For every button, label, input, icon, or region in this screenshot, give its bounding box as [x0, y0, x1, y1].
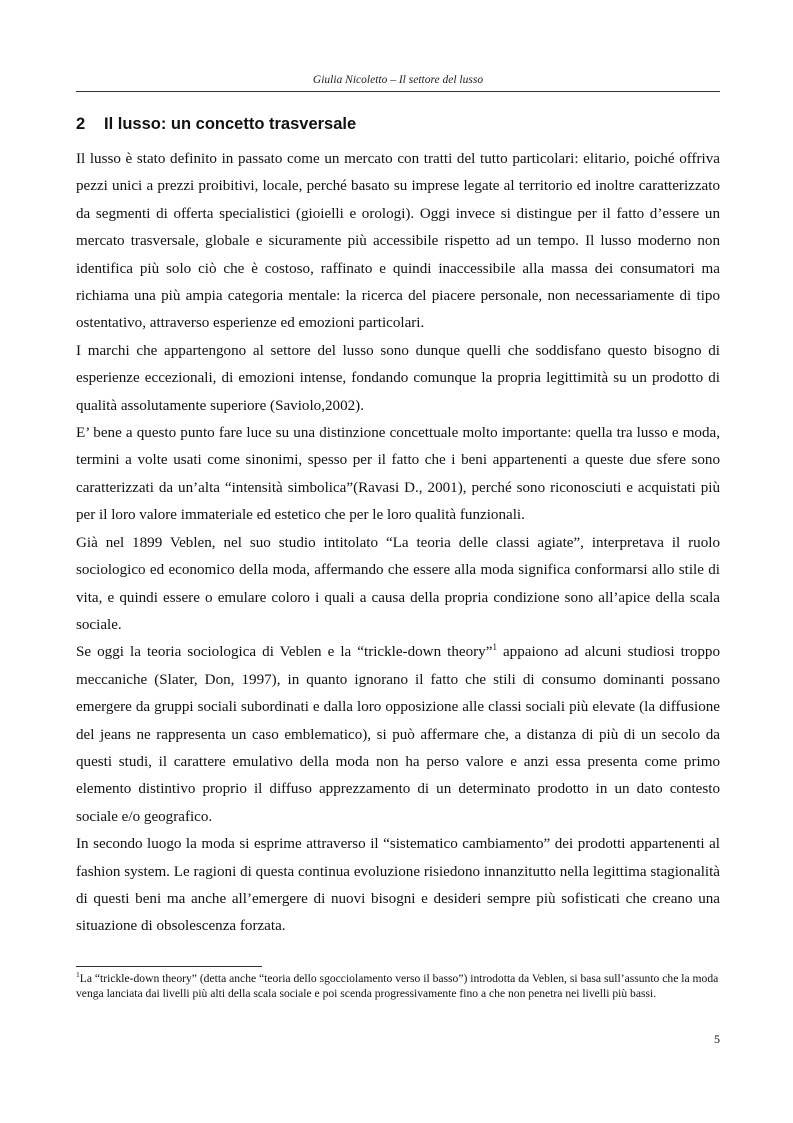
paragraph: I marchi che appartengono al settore del lusso sono dunque quelli che soddisfano questo bisogno di esperienze eccezionali, di emozioni intense, fondando comunque la propria legittimità su un prodotto di qualità assolutamente superiore (Saviolo,2002). [76, 342, 720, 414]
footnote-text: La “trickle-down theory” (detta anche “teoria dello sgocciolamento verso il basso”) introdotta da Veblen, si basa sull’assunto che la moda venga lanciata dai livelli più alti della scala sociale e poi scenda progressivamente fino a che non penetra nei livelli più bassi. [76, 972, 719, 1001]
paragraph: Il lusso è stato definito in passato come un mercato con tratti del tutto particolari: elitario, poiché offriva pezzi unici a prezzi proibitivi, locale, perché basato su imprese legate al territorio ed inoltre caratterizzato da segmenti di offerta specialistici (gioielli e orologi). Oggi invece si distingue per il fatto d’essere un mercato trasversale, globale e sicuramente più accessibile rispetto ad un tempo. Il lusso moderno non identifica più solo ciò che è costoso, raffinato e quindi inaccessibile alla massa dei consumatori ma richiama una più ampia categoria mentale: la ricerca del piacere personale, non necessariamente di tipo ostentativo, attraverso esperienze ed emozioni particolari. [76, 151, 720, 332]
footnote-rule [76, 966, 262, 967]
header-rule [76, 91, 720, 92]
footnote [76, 971, 720, 1002]
paragraph [76, 639, 720, 831]
paragraph-text: appaiono ad alcuni studiosi troppo meccaniche (Slater, Don, 1997), in quanto ignorano il fatto che stili di consumo dominanti possano emergere da gruppi sociali subordinati e dalla loro opposizione alle classi sociali più elevate (la diffusione del jeans ne rappresenta un caso emblematico), si può affermare che, a distanza di più di un secolo da questi studi, il carattere emulativo della moda non ha perso valore e anzi essa presenta come primo elemento distintivo proprio il diffuso apprezzamento di un determinato prodotto in un dato contesto sociale e/o geografico. [76, 644, 720, 825]
paragraph: Già nel 1899 Veblen, nel suo studio intitolato “La teoria delle classi agiate”, interpretava il ruolo sociologico ed economico della moda, affermando che essere alla moda significa conformarsi allo stile di vita, e quindi essere o emulare coloro i quali a causa della propria condizione sono all’apice della scala sociale. [76, 534, 720, 633]
section-number: 2 [76, 115, 86, 133]
paragraph: In secondo luogo la moda si esprime attraverso il “sistematico cambiamento” dei prodotti appartenenti al fashion system. Le ragioni di questa continua evoluzione risiedono innanzitutto nella legittima stagionalità di questi beni ma anche all’emergere di nuovi bisogni e desideri sempre più sofisticati che creano una situazione di obsolescenza forzata. [76, 836, 720, 935]
footnote-marker: 1 [76, 970, 80, 980]
body-text [76, 146, 720, 941]
paragraph: E’ bene a questo punto fare luce su una distinzione concettuale molto importante: quella tra lusso e moda, termini a volte usati come sinonimi, spesso per il fatto che i beni appartenenti a queste due sfere sono caratterizzati da un’alta “intensità simbolica”(Ravasi D., 2001), perché sono riconosciuti e acquistati più per il loro valore immateriale ed estetico che per le loro qualità funzionali. [76, 425, 720, 524]
footnote-reference[interactable]: 1 [492, 642, 497, 653]
paragraph-text: Se oggi la teoria sociologica di Veblen e la “trickle-down theory” [76, 644, 493, 661]
running-header: Giulia Nicoletto – Il settore del lusso [312, 74, 484, 86]
section-heading [76, 115, 720, 134]
page-number: 5 [714, 1032, 720, 1046]
section-title: Il lusso: un concetto trasversale [104, 115, 357, 133]
